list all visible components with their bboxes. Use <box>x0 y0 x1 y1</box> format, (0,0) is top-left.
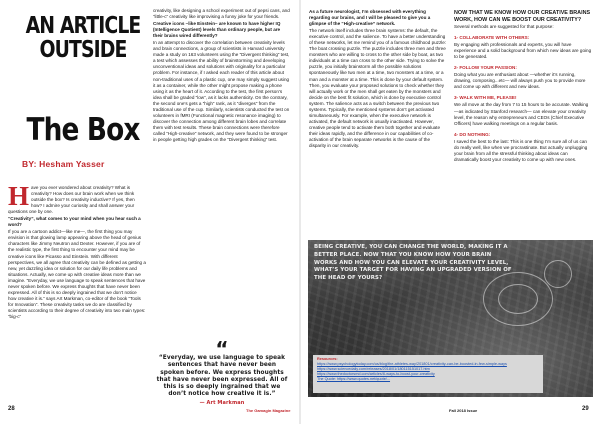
column-3-title: As a future neurologist, I’m obsessed with everything regarding our brains, and I will be pleased to give you a glimpse of the “High-creative” network. <box>309 9 431 27</box>
tip-title: 3- WALK WITH ME, PLEASE! <box>454 95 517 101</box>
intro-paragraph <box>8 181 146 215</box>
tips-section-title: NOW THAT WE KNOW HOW OUR CREATIVE BRAINS WORK, HOW CAN WE BOOST OUR CREATIVITY? <box>454 10 591 23</box>
issue-label: Fall 2018 Issue <box>449 408 478 413</box>
chalk-lightbulb-drawing <box>544 260 572 288</box>
pull-quote-text: “Everyday, we use language to speak sentences that have never been spoken before. We express thoughts that have never been expressed. All of this is so deeply ingrained that we don’t notice how creative it is.” <box>156 355 288 398</box>
resource-link[interactable]: https://www.thedoctorsmd.com/articles/6-ways-to-boost-your-creativity <box>317 372 435 376</box>
tips-intro: Several methods are suggested for that purpose: <box>454 24 554 29</box>
intro-text: ave you ever wondered about creativity? What is creativity? How does our brain work when we think outside the box? Is creativity inductive? If yes, then how? I admire your curiosity and shall answer your questions one by one. <box>8 185 135 215</box>
headline-line-1: AN ARTICLE <box>25 13 141 39</box>
section-2-title: Creative icons –like Einstein– are known to have higher IQ (Intelligence Quotient) levels than ordinary people, but are their brains wired differently? <box>153 21 281 39</box>
column-1 <box>8 181 146 321</box>
tip-title: 4- DO NOTHING: <box>454 131 491 137</box>
pull-quote-attribution: — Art Markman <box>199 399 245 406</box>
tip-title: 1- COLLABORATE WITH OTHERS: <box>454 35 530 41</box>
tip-item <box>454 35 592 60</box>
tip-item <box>454 132 592 163</box>
drop-cap: H <box>8 181 30 211</box>
pull-quote <box>155 337 289 407</box>
column-3-text: The network itself includes three brain systems: the default, the executive control, and the salience. To have a better understanding of these networks, let me remind you of a famous childhood puzzle: The boat crossing puzzle. The puzzle includes three men and three monsters who are willing to cross to the other side by boat, as two individuals at a time can cross to the other side. Trying to solve the puzzle, you initially brainstorm all the possible solutions spontaneously like two men at a time, two monsters at a time, or a man and a monster at a time. This is done by your default system. Then, you evaluate your proposed solutions to check whether they will actually work or the men shall get eaten by the monsters and decide on the best fit solution, which is done by executive control system. The salience acts as a switch between the previous two systems. Typically, the mentioned systems don’t get activated simultaneously. For example, when the executive network is activated, the default network is usually inactivated. However, creative people tend to activate them both together and evaluate their ideas rapidly, and the difference in our capabilities of co-activation of the brain separate networks is the cause of the disparity in our creativity. <box>309 28 447 149</box>
page-left <box>0 0 299 424</box>
resource-link[interactable]: The Quote: https://www.quotes.net/quote/... <box>317 377 391 381</box>
resources-box <box>313 355 543 393</box>
magazine-name: The Gamagin Magazine <box>246 408 291 413</box>
resource-link[interactable]: https://www.sciencedaily.com/releases/2018/01/180115151017.htm <box>317 367 430 371</box>
tip-item <box>454 95 592 126</box>
section-1-title: “Creativity”, what comes to your mind when you hear such a word? <box>8 216 141 228</box>
page-number-left: 28 <box>8 406 15 412</box>
headline <box>8 14 158 146</box>
byline: BY: Hesham Yasser <box>22 159 105 169</box>
photo-caption: BEING CREATIVE, YOU CAN CHANGE THE WORLD, MAKING IT A BETTER PLACE. NOW THAT YOU KNOW HOW YOUR BRAIN WORKS AND HOW YOU CAN ELEVATE YOUR CREATIVITY LEVEL, WHAT’S YOUR TARGET FOR HAVING AN UPGRADED VERSION OF THE HEAD OF YOURS? <box>314 244 512 282</box>
section-2-text: In an attempt to discover the correlation between creativity levels and brain connections, a group of scientists in Harvard university made a study on 163 volunteers using the “Divergent thinking” test, a test which assesses the ability of brainstorming and developing unconventional ideas and solutions with originality for a particular problem. For instance, if I asked each reader of this article about non-traditional uses of a plastic cup, one may simply suggest using it as a container, while the other might propose making a phone using it as the heart of it. According to the test, the first person’s idea shall be graded “low”, as it lacks authenticity. On the contrary, the second one’s gets a “high” rank, as it “diverges” from the traditional use of the cup. Similarly, scientists conducted the test on volunteers in fMRI (Functional magnetic resonance imaging) to discover the connection among different brain lobes and correlate them with test results. These brain connections were therefore called “High-creative” network, and they were found to be stronger in people getting high grades on the “Divergent thinking” test. <box>153 40 290 142</box>
page-right <box>301 0 600 424</box>
column-3 <box>309 8 447 150</box>
tip-text: I saved the best to the last: This is one thing I’m sure all of us can do really well, like when we procrastinate. But actually unplugging your brain from all the stressful thinking about ideas can dramatically boost your creativity to come up with new ones. <box>454 138 588 162</box>
column-2-text: creativity, like designing a school experiment out of pepsi cans, and “little-c” creativity like improvising a funny joke for your friends. <box>153 8 290 20</box>
page-number-right: 29 <box>582 406 589 412</box>
chalk-brain-detail <box>498 284 538 314</box>
chalkboard-photo <box>308 240 593 397</box>
tip-text: By engaging with professionals and experts, you will have experience and a solid background from which new ideas are going to be generated. <box>454 42 592 60</box>
quote-mark-icon: “ <box>215 337 229 361</box>
tip-text: We all move at the day from 7 to 15 hours to be accurate. Walking —as indicated by Stanford research— can elevate your creativity level, the reason why entrepreneurs and CEOs (Chief Executive Officers) have walking meetings on a regular basis. <box>454 102 589 126</box>
column-2 <box>153 8 291 144</box>
column-4 <box>454 10 592 164</box>
headline-line-2: OUTSIDE <box>39 37 127 63</box>
resource-link[interactable]: https://www.psychologytoday.com/us/blog/the-athletes-way/201801/creativity-can-be-boosted-in-few-simple-ways <box>317 362 507 366</box>
headline-line-3: The Box <box>26 112 140 148</box>
tip-text: Doing what you are enthusiast about —whether it’s running, drawing, composing...etc— will always push you to provide more and come up with different and new ideas. <box>454 72 586 90</box>
tip-item <box>454 65 592 90</box>
tip-title: 2- FOLLOW YOUR PASSION: <box>454 65 517 71</box>
resources-title: Resources: <box>317 357 338 361</box>
section-1-text: If you are a cartoon addict—like me—, the first thing you may envision is that glowing lamp appearing above the head of genius characters like Jimmy Neutron and Dexter. However, if you are of the realistic type, the first thing to encounter your mind may be creative icons like Picasso and Einstein. With different perspectives, we all agree that creativity can be defined as getting a new, yet dazzling idea or solution for our daily life problems and situations. Actually, we come up with creative ideas more than we imagine. “Everyday, we use language to speak sentences that have never spoken before. We express thoughts that have never been expressed. All of this is so deeply ingrained that we don’t notice how creative it is.” says Art Markman, co-editor of the book “Tools for Innovation”. These creativity tasks we do are classified by scientists according to their degree of creativity into two main types: “big-c” <box>8 229 146 319</box>
